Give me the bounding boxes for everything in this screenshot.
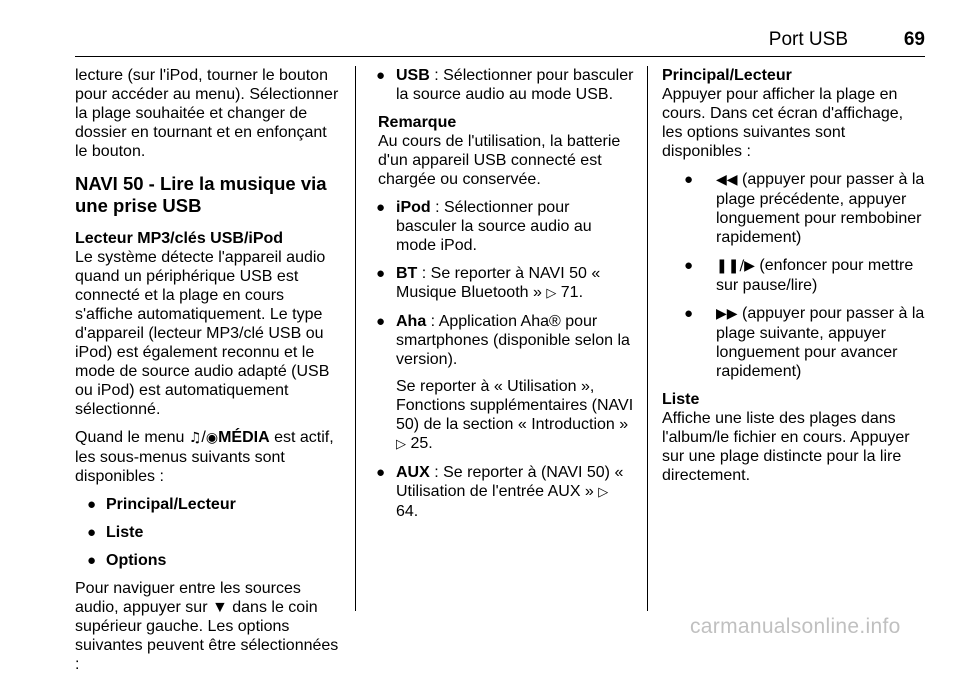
header-rule xyxy=(75,56,925,57)
bullet-dot-icon: ● xyxy=(376,464,386,481)
bullet-dot-icon: ● xyxy=(87,552,97,569)
column-right xyxy=(662,66,926,494)
list-item: ● Options xyxy=(87,552,167,569)
submenu-list xyxy=(75,495,343,570)
music-note-icon: ♫ xyxy=(188,430,202,446)
pause-play-icon: ❚❚/▶ xyxy=(716,258,755,274)
column-divider xyxy=(647,66,648,611)
paragraph: lecture (sur l'iPod, tourner le bouton pour accéder au menu). Sélectionner la plage souhaitée et changer de dossier en tournant et en enfonçant le bouton. xyxy=(75,67,339,160)
remark-text: Au cours de l'utilisation, la batterie d'un appareil USB connecté est chargée ou conservée. xyxy=(378,133,621,188)
column-middle xyxy=(372,66,634,530)
subsection-heading: Liste xyxy=(662,391,700,408)
list-item-aux: ● AUX : Se reporter à (NAVI 50) « Utilisation de l'entrée AUX » ▷ 64. xyxy=(376,464,624,520)
column-divider xyxy=(355,66,356,611)
bullet-dot-icon: ● xyxy=(87,524,97,541)
bullet-dot-icon: ● xyxy=(684,257,694,274)
remark-title: Remarque xyxy=(378,114,457,131)
bullet-dot-icon: ● xyxy=(376,265,386,282)
list-item-ipod: ● iPod : Sélectionner pour basculer la source audio au mode iPod. xyxy=(376,199,592,254)
list-item: ● Principal/Lecteur xyxy=(87,496,236,513)
page-reference-icon: ▷ xyxy=(546,286,557,301)
page-reference-icon: ▷ xyxy=(396,437,406,452)
rewind-icon: ◀◀ xyxy=(716,172,738,188)
list-item-previous: ● ◀◀ (appuyer pour passer à la plage précédente, appuyer longuement pour rembobiner rapidement) xyxy=(684,171,925,246)
source-list xyxy=(372,66,634,104)
chapter-title: Port USB xyxy=(768,29,848,50)
section-heading: NAVI 50 - Lire la musique via une prise USB xyxy=(75,173,327,216)
paragraph: Quand le menu ♫/◉MÉDIA est actif, les sous-menus suivants sont disponibles : xyxy=(75,429,334,485)
source-list xyxy=(372,198,634,521)
media-disc-icon: ◉ xyxy=(205,430,219,446)
column-left xyxy=(75,66,343,683)
list-item-usb: ● USB : Sélectionner pour basculer la source audio au mode USB. xyxy=(376,67,634,103)
list-item-bt: ● BT : Se reporter à NAVI 50 « Musique Bluetooth » ▷ 71. xyxy=(376,265,601,301)
list-item-play-pause: ● ❚❚/▶ (enfoncer pour mettre sur pause/lire) xyxy=(684,257,914,294)
bullet-dot-icon: ● xyxy=(376,199,386,216)
bullet-dot-icon: ● xyxy=(684,305,694,322)
list-item-next: ● ▶▶ (appuyer pour passer à la plage suivante, appuyer longuement pour avancer rapidement) xyxy=(684,305,925,380)
menu-name: MÉDIA xyxy=(218,429,270,446)
paragraph: Le système détecte l'appareil audio quand un périphérique USB est connecté et la plage en cours s'affiche automatiquement. Le type d'appareil (lecteur MP3/clé USB ou iPod) est également reconnu et le mode de source audio adapté (USB ou iPod) est automatiquement sélectionné. xyxy=(75,249,330,418)
continuation-text: Se reporter à « Utilisation », Fonctions supplémentaires (NAVI 50) de la section « Introduction » ▷ 25. xyxy=(396,378,634,452)
remark-box xyxy=(372,113,634,189)
bullet-dot-icon: ● xyxy=(376,313,386,330)
player-options-list xyxy=(662,170,926,381)
subsection-heading: Lecteur MP3/clés USB/iPod xyxy=(75,230,284,247)
page-reference-icon: ▷ xyxy=(598,485,609,500)
paragraph: Appuyer pour afficher la plage en cours. Dans cet écran d'affichage, les options suivantes sont disponibles : xyxy=(662,86,904,160)
page-header xyxy=(0,26,960,56)
list-item: ● Liste xyxy=(87,524,144,541)
bullet-dot-icon: ● xyxy=(684,171,694,188)
list-item-aha: ● Aha : Application Aha® pour smartphones (disponible selon la version). Se reporter à « Utilisation », Fonctions supplémentaires (NAVI 50) de la section « Introduction » ▷ 25. xyxy=(376,313,634,452)
subsection-heading: Principal/Lecteur xyxy=(662,67,792,84)
paragraph: Pour naviguer entre les sources audio, appuyer sur ▼ dans le coin supérieur gauche. Les options suivantes peuvent être sélectionnées : xyxy=(75,580,339,673)
paragraph: Affiche une liste des plages dans l'album/le fichier en cours. Appuyer sur une plage distincte pour la lire directement. xyxy=(662,410,910,484)
bullet-dot-icon: ● xyxy=(87,496,97,513)
fast-forward-icon: ▶▶ xyxy=(716,306,738,322)
page-number: 69 xyxy=(903,29,925,50)
watermark: carmanualsonline.info xyxy=(690,615,901,638)
bullet-dot-icon: ● xyxy=(376,67,386,84)
